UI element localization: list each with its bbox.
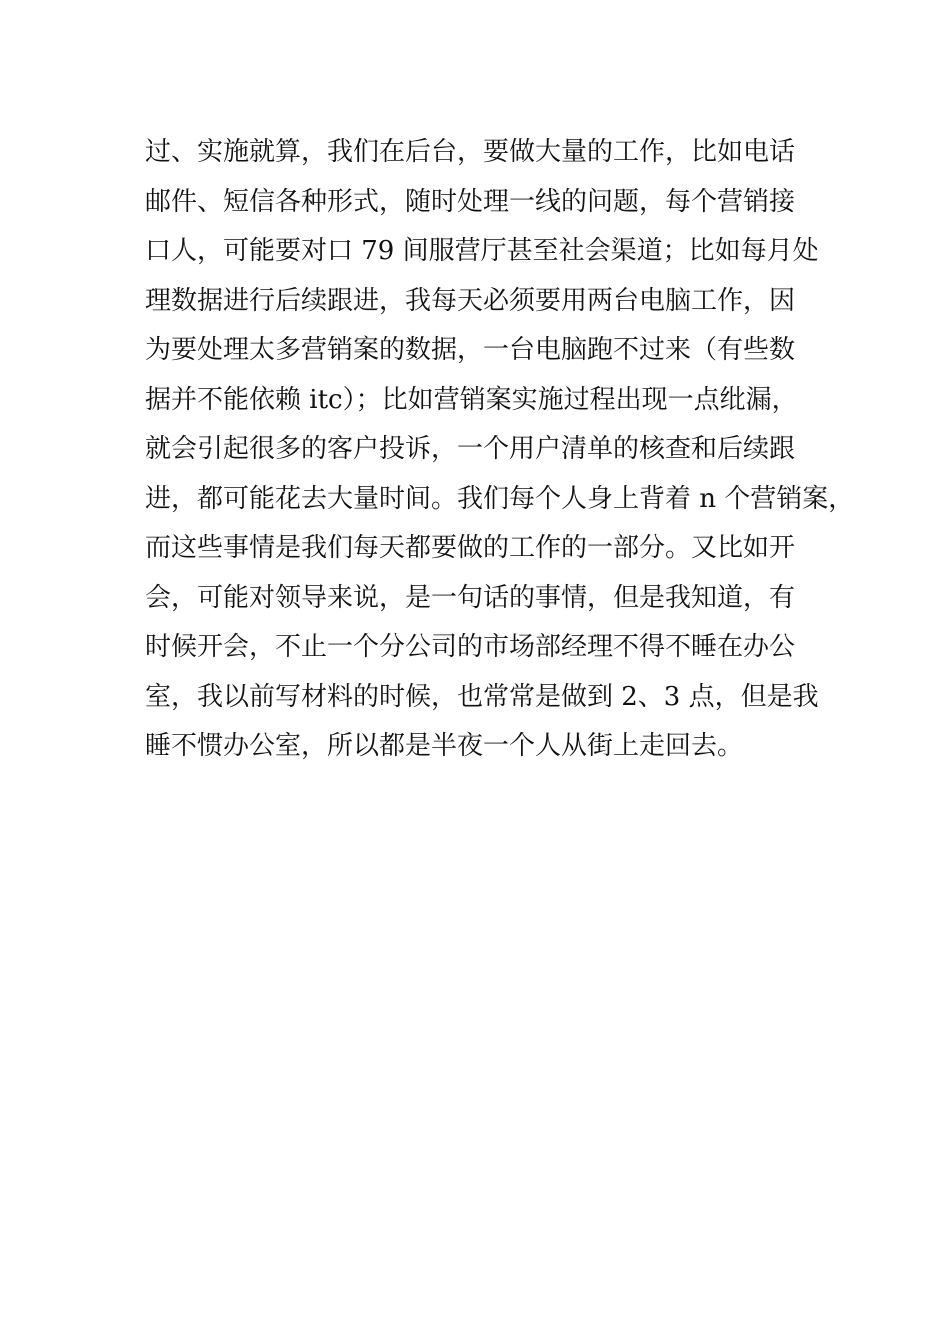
text-line: 会，可能对领导来说，是一句话的事情，但是我知道，有 xyxy=(145,582,796,613)
text-line: 据并不能依赖 itc）；比如营销案实施过程出现一点纰漏， xyxy=(145,384,798,415)
text-line: 而这些事情是我们每天都要做的工作的一部分。又比如开 xyxy=(145,533,796,563)
text-line: 时候开会，不止一个分公司的市场部经理不得不睡在办公 xyxy=(145,632,796,662)
text-line: 睡不惯办公室，所以都是半夜一个人从街上走回去。 xyxy=(145,731,744,761)
body-paragraph xyxy=(145,128,855,772)
text-line: 室，我以前写材料的时候，也常常是做到 2、3 点，但是我 xyxy=(145,681,819,712)
text-line: 就会引起很多的客户投诉，一个用户清单的核查和后续跟 xyxy=(145,434,796,464)
text-line: 理数据进行后续跟进，我每天必须要用两台电脑工作，因 xyxy=(145,285,796,316)
text-line: 邮件、短信各种形式，随时处理一线的问题，每个营销接 xyxy=(145,186,796,217)
text-line: 为要处理太多营销案的数据，一台电脑跑不过来（有些数 xyxy=(145,335,796,365)
text-line: 口人，可能要对口 79 间服营厅甚至社会渠道；比如每月处 xyxy=(145,236,819,266)
text-line: 进，都可能花去大量时间。我们每个人身上背着 n 个营销案， xyxy=(145,483,855,514)
text-line: 过、实施就算，我们在后台，要做大量的工作，比如电话 xyxy=(145,137,796,167)
